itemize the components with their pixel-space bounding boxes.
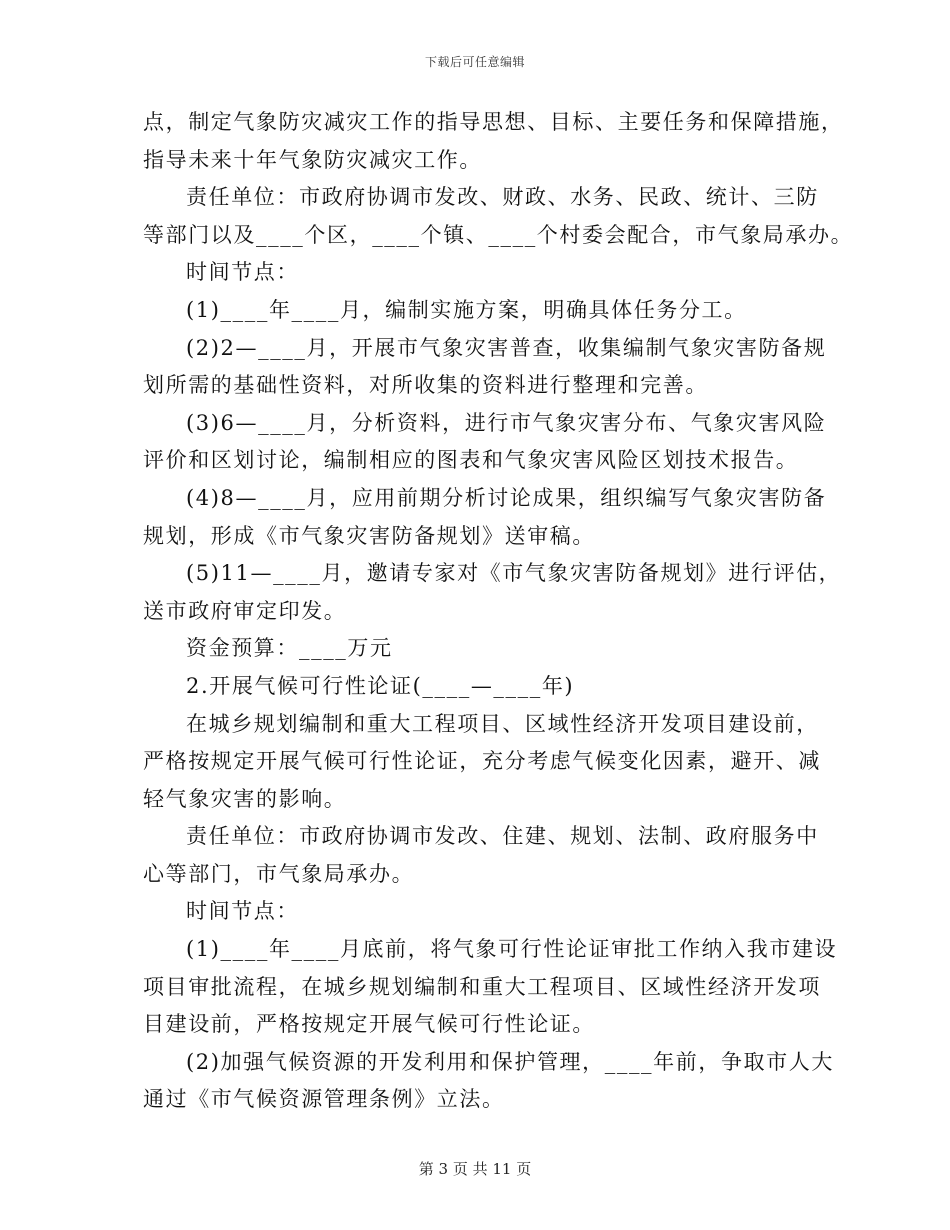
text-line: 送市政府审定印发。 bbox=[143, 598, 347, 623]
text-line: (5)11—____月，邀请专家对《市气象灾害防备规划》进行评估， bbox=[186, 561, 842, 586]
text-line: 时间节点： bbox=[186, 260, 299, 285]
text-line: (2)加强气候资源的开发利用和保护管理，____年前，争取市人大 bbox=[186, 1049, 834, 1074]
page-footer: 第 3 页 共 11 页 bbox=[418, 1160, 532, 1178]
text-line: 时间节点： bbox=[186, 899, 299, 924]
text-line: 等部门以及____个区，____个镇、____个村委会配合，市气象局承办。 bbox=[143, 222, 854, 247]
text-line: (1)____年____月，编制实施方案，明确具体任务分工。 bbox=[186, 297, 747, 322]
text-line: 轻气象灾害的影响。 bbox=[143, 786, 347, 811]
text-line: 责任单位：市政府协调市发改、住建、规划、法制、政府服务中 bbox=[186, 824, 819, 849]
text-line: 指导未来十年气象防灾减灾工作。 bbox=[143, 147, 482, 172]
text-line: 划所需的基础性资料，对所收集的资料进行整理和完善。 bbox=[143, 373, 708, 398]
text-line: 2.开展气候可行性论证(____—____年) bbox=[186, 673, 575, 698]
text-line: (3)6—____月，分析资料，进行市气象灾害分布、气象灾害风险 bbox=[186, 410, 827, 435]
text-line: (1)____年____月底前，将气象可行性论证审批工作纳入我市建设 bbox=[186, 937, 838, 962]
text-line: (4)8—____月，应用前期分析讨论成果，组织编写气象灾害防备 bbox=[186, 485, 827, 510]
text-line: 目建设前，严格按规定开展气候可行性论证。 bbox=[143, 1012, 595, 1037]
text-line: 责任单位：市政府协调市发改、财政、水务、民政、统计、三防 bbox=[186, 185, 819, 210]
text-line: 在城乡规划编制和重大工程项目、区域性经济开发项目建设前， bbox=[186, 711, 819, 736]
text-line: 心等部门，市气象局承办。 bbox=[143, 861, 415, 886]
document-body bbox=[143, 104, 854, 1119]
text-line: 项目审批流程，在城乡规划编制和重大工程项目、区域性经济开发项 bbox=[143, 974, 821, 999]
text-line: 评价和区划讨论，编制相应的图表和气象灾害风险区划技术报告。 bbox=[143, 448, 799, 473]
text-line: 资金预算：____万元 bbox=[186, 636, 393, 661]
text-line: 点，制定气象防灾减灾工作的指导思想、目标、主要任务和保障措施， bbox=[143, 110, 844, 134]
page-header: 下载后可任意编辑 bbox=[424, 55, 525, 69]
text-line: 通过《市气候资源管理条例》立法。 bbox=[143, 1087, 505, 1112]
text-line: (2)2—____月，开展市气象灾害普查，收集编制气象灾害防备规 bbox=[186, 335, 827, 360]
text-line: 规划，形成《市气象灾害防备规划》送审稿。 bbox=[143, 523, 595, 548]
text-line: 严格按规定开展气候可行性论证，充分考虑气候变化因素，避开、减 bbox=[143, 749, 821, 774]
